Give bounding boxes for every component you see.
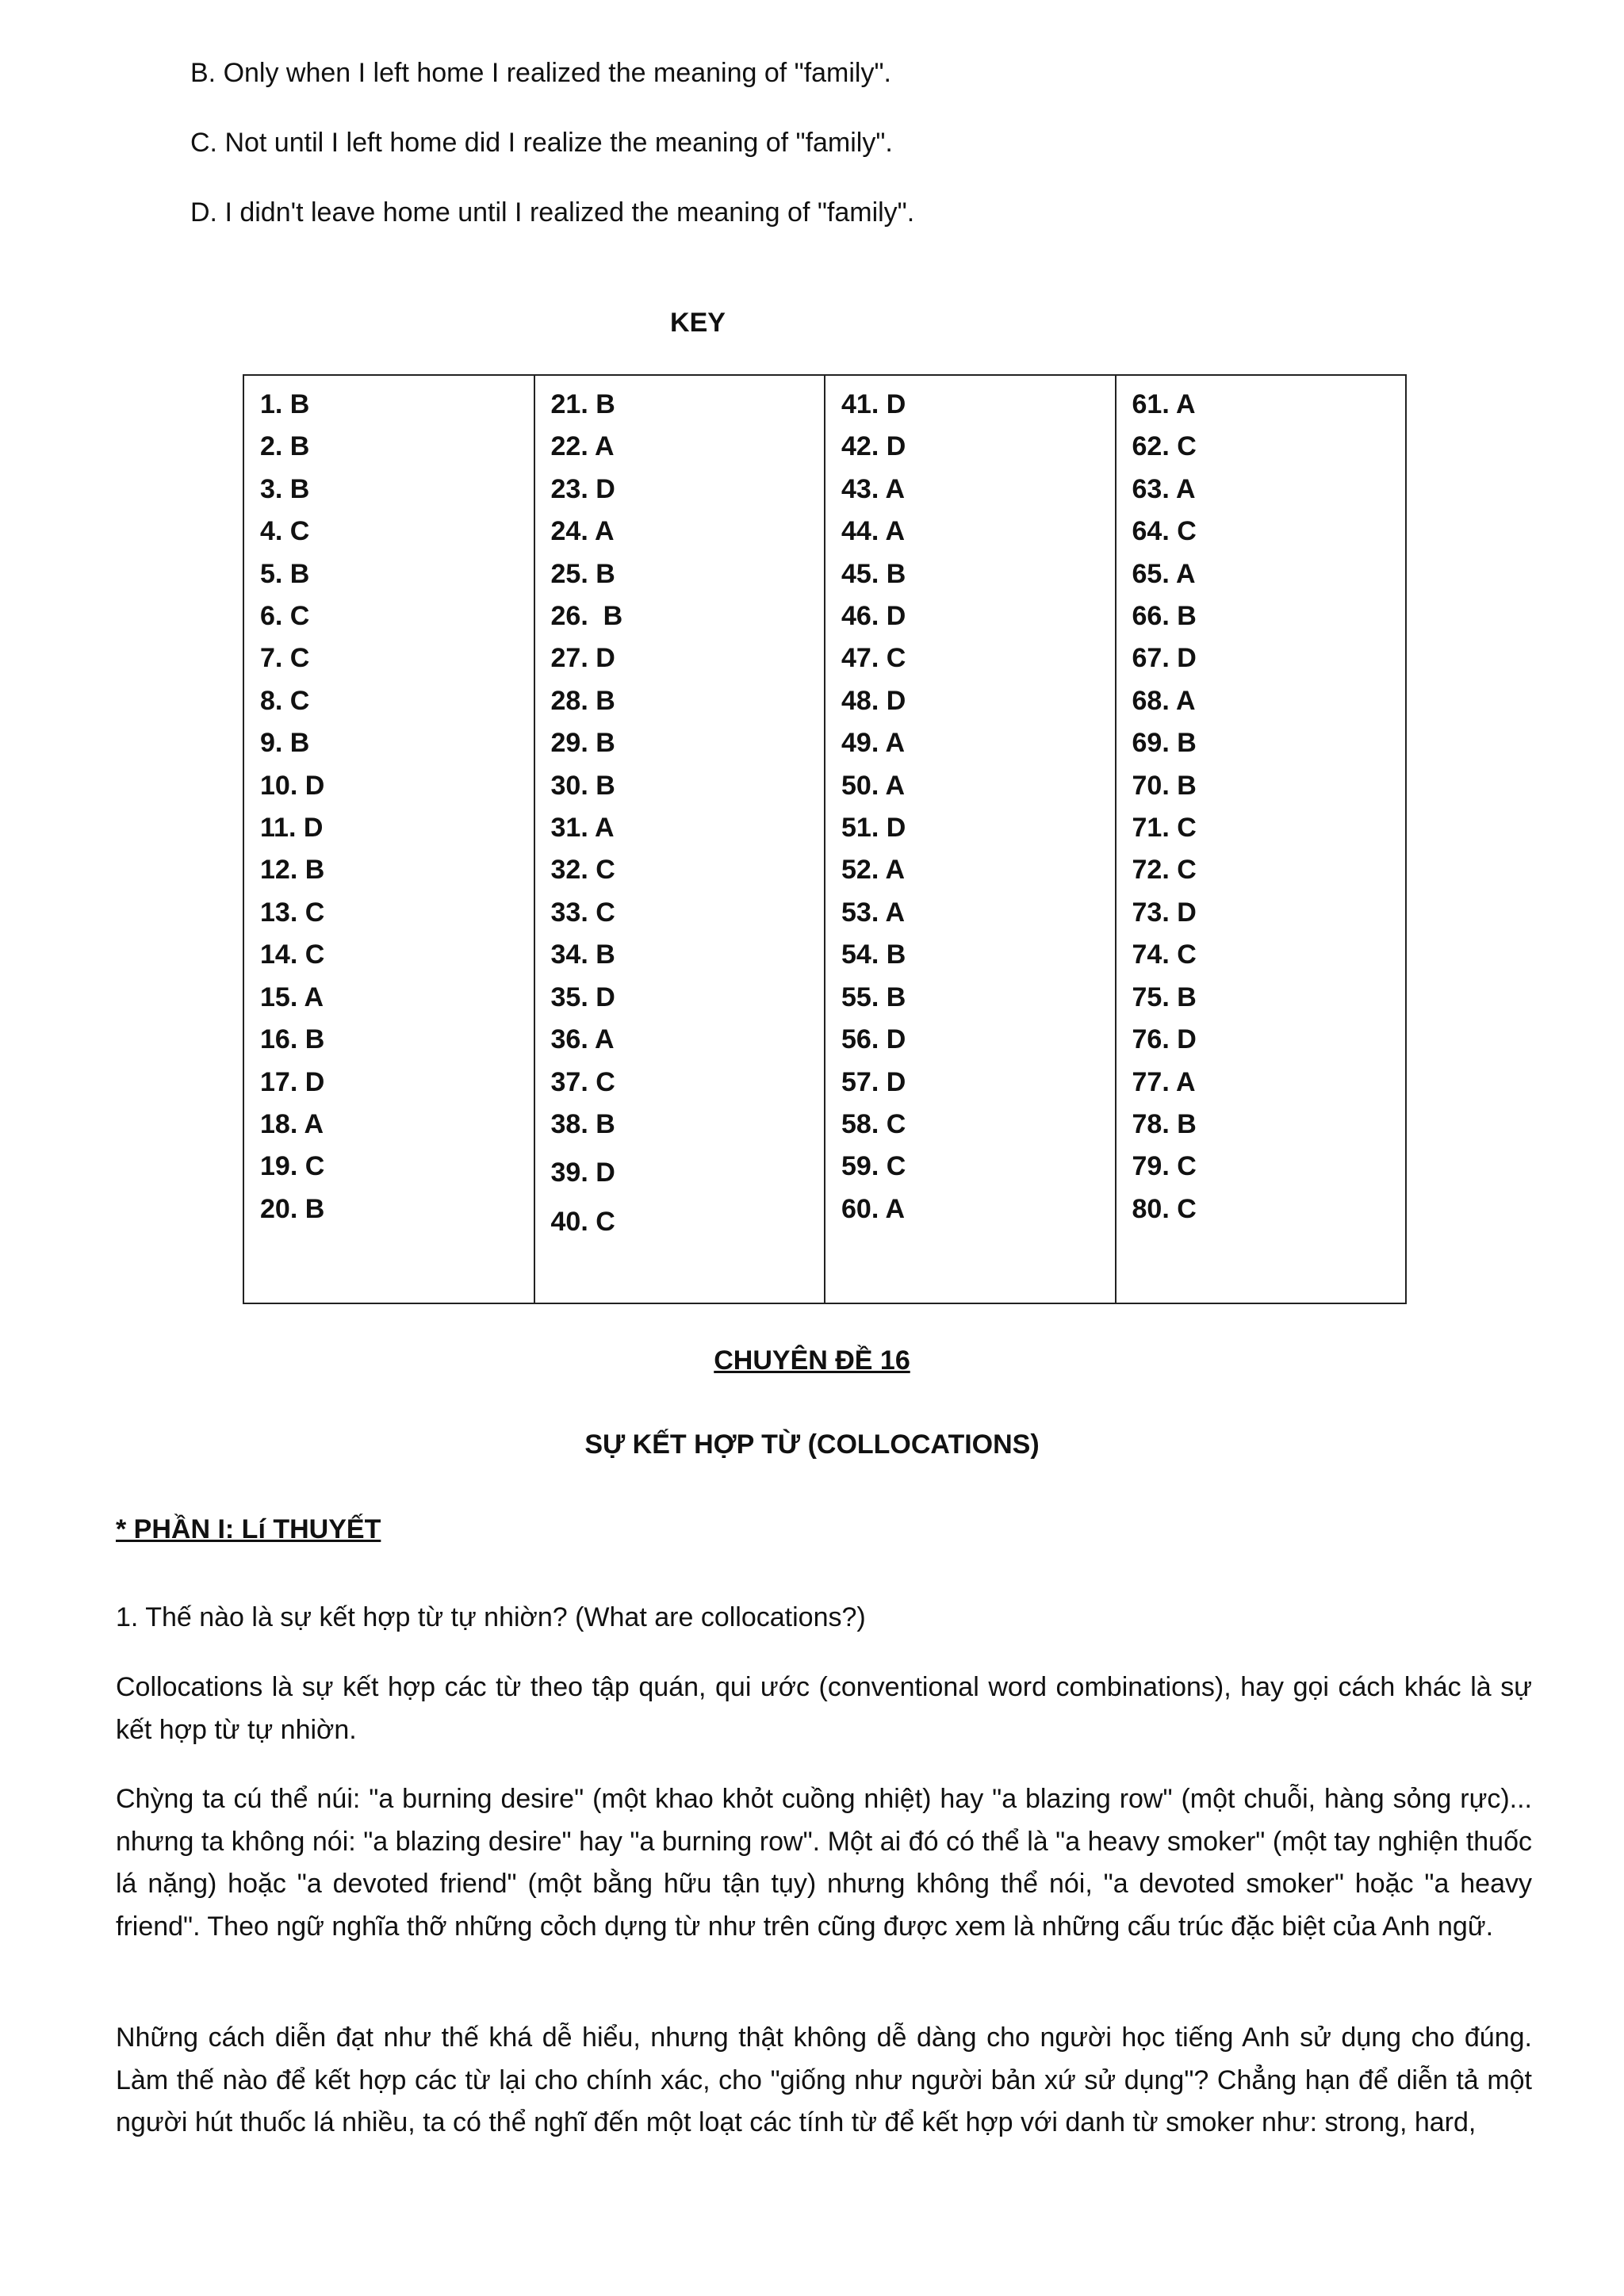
key-answer: 7. C [260,643,310,674]
key-answer: 43. A [841,473,906,504]
key-heading: KEY [670,308,726,338]
key-answer: 49. A [841,728,906,759]
key-answer: 48. D [841,685,906,716]
key-answer: 65. A [1132,558,1196,589]
key-answer: 79. C [1132,1151,1197,1182]
key-answer: 23. D [550,473,615,504]
key-answer: 3. B [260,473,310,504]
paragraph-definition: Collocations là sự kết hợp các từ theo tập quán, qui ước (conventional word combinations), hay gọi cách khác là sự kết hợp từ tự nhiờn. [116,1672,1532,1745]
key-answer: 47. C [841,643,906,674]
key-answer: 67. D [1132,643,1197,674]
answer-key-table [243,374,1407,1304]
key-answer: 35. D [550,982,615,1012]
key-answer: 69. B [1132,728,1197,759]
key-answer: 70. B [1132,770,1197,801]
key-answer: 40. C [550,1206,615,1237]
key-answer: 53. A [841,897,906,928]
key-column-3 [825,375,1116,1303]
key-answer: 20. B [260,1193,325,1224]
key-answer: 71. C [1132,813,1197,844]
key-answer: 1. B [260,389,310,419]
key-answer: 64. C [1132,516,1197,547]
key-answer: 58. C [841,1108,906,1139]
answer-option-c: C. Not until I left home did I realize the meaning of "family". [190,128,893,158]
paragraph-examples: Chỳng ta cú thể núi: "a burning desire" (một khao khỏt cuồng nhiệt) hay "a blazing row" (một chuỗi, hàng sỏng rực)... nhưng ta không nói: "a blazing desire" hay "a burning row". Một ai đó có thể là "a heavy smoker" (một tay nghiện thuốc lá nặng) hoặc "a devoted friend" (một bằng hữu tận tụy) nhưng không thể nói, "a devoted smoker" hoặc "a heavy friend". Theo ngữ nghĩa thỡ những cỏch dựng từ như trên cũng được xem là những cấu trúc đặc biệt của Anh ngữ. [116,1784,1532,1942]
key-answer: 50. A [841,770,906,801]
key-answer: 80. C [1132,1193,1197,1224]
key-answer: 36. A [550,1024,615,1055]
key-answer: 13. C [260,897,325,928]
key-answer: 41. D [841,389,906,419]
key-answer: 33. C [550,897,615,928]
key-answer: 16. B [260,1024,325,1055]
key-answer: 56. D [841,1024,906,1055]
key-answer: 78. B [1132,1108,1197,1139]
key-answer: 76. D [1132,1024,1197,1055]
key-column-4 [1116,375,1407,1303]
key-answer: 22. A [550,431,615,462]
key-answer: 52. A [841,855,906,886]
paragraph-question: 1. Thế nào là sự kết hợp từ tự nhiờn? (What are collocations?) [116,1602,866,1632]
key-answer: 66. B [1132,601,1197,632]
key-answer: 6. C [260,601,310,632]
key-answer: 32. C [550,855,615,886]
key-answer: 2. B [260,431,310,462]
key-answer: 27. D [550,643,615,674]
key-answer: 26. B [550,601,623,632]
key-answer: 42. D [841,431,906,462]
key-answer: 61. A [1132,389,1196,419]
key-column-2 [534,375,825,1303]
chapter-title: CHUYÊN ĐỀ 16 [714,1345,910,1376]
key-answer: 63. A [1132,473,1196,504]
key-answer: 45. B [841,558,906,589]
key-answer: 73. D [1132,897,1197,928]
key-answer: 54. B [841,939,906,970]
chapter-subtitle: SỰ KẾT HỢP TỪ (COLLOCATIONS) [584,1429,1040,1460]
key-answer: 55. B [841,982,906,1012]
key-answer: 38. B [550,1108,615,1139]
key-answer: 10. D [260,770,325,801]
key-answer: 37. C [550,1066,615,1097]
key-answer: 28. B [550,685,615,716]
key-answer: 77. A [1132,1066,1196,1097]
key-answer: 72. C [1132,855,1197,886]
key-answer: 51. D [841,813,906,844]
key-answer: 21. B [550,389,615,419]
key-answer: 15. A [260,982,324,1012]
key-answer: 34. B [550,939,615,970]
key-answer: 19. C [260,1151,325,1182]
key-answer: 30. B [550,770,615,801]
key-answer: 44. A [841,516,906,547]
key-answer: 4. C [260,516,310,547]
part-heading: * PHẦN I: Lí THUYẾT [116,1514,381,1544]
answer-option-b: B. Only when I left home I realized the meaning of "family". [190,58,891,88]
key-column-1 [243,375,534,1303]
key-answer: 31. A [550,813,615,844]
key-answer: 74. C [1132,939,1197,970]
key-answer: 18. A [260,1108,324,1139]
key-answer: 8. C [260,685,310,716]
key-answer: 62. C [1132,431,1197,462]
answer-option-d: D. I didn't leave home until I realized the meaning of "family". [190,197,915,228]
key-answer: 24. A [550,516,615,547]
key-answer: 25. B [550,558,615,589]
key-answer: 59. C [841,1151,906,1182]
key-answer: 46. D [841,601,906,632]
key-answer: 57. D [841,1066,906,1097]
paragraph-usage: Những cách diễn đạt như thế khá dễ hiểu, nhưng thật không dễ dàng cho người học tiếng Anh sử dụng cho đúng. Làm thế nào để kết hợp các từ lại cho chính xác, cho "giống như người bản xứ sử dụng"? Chẳng hạn để diễn tả một người hút thuốc lá nhiều, ta có thể nghĩ đến một loạt các tính từ để kết hợp với danh từ smoker như: strong, hard, [116,2022,1532,2137]
key-answer: 68. A [1132,685,1196,716]
key-answer: 17. D [260,1066,325,1097]
key-answer: 75. B [1132,982,1197,1012]
key-answer: 5. B [260,558,310,589]
key-answer: 12. B [260,855,325,886]
key-answer: 60. A [841,1193,906,1224]
key-answer: 11. D [260,813,324,844]
key-answer: 14. C [260,939,325,970]
key-answer: 29. B [550,728,615,759]
key-answer: 39. D [550,1158,615,1188]
chapter-title-block [0,1345,1624,1376]
key-answer: 9. B [260,728,310,759]
